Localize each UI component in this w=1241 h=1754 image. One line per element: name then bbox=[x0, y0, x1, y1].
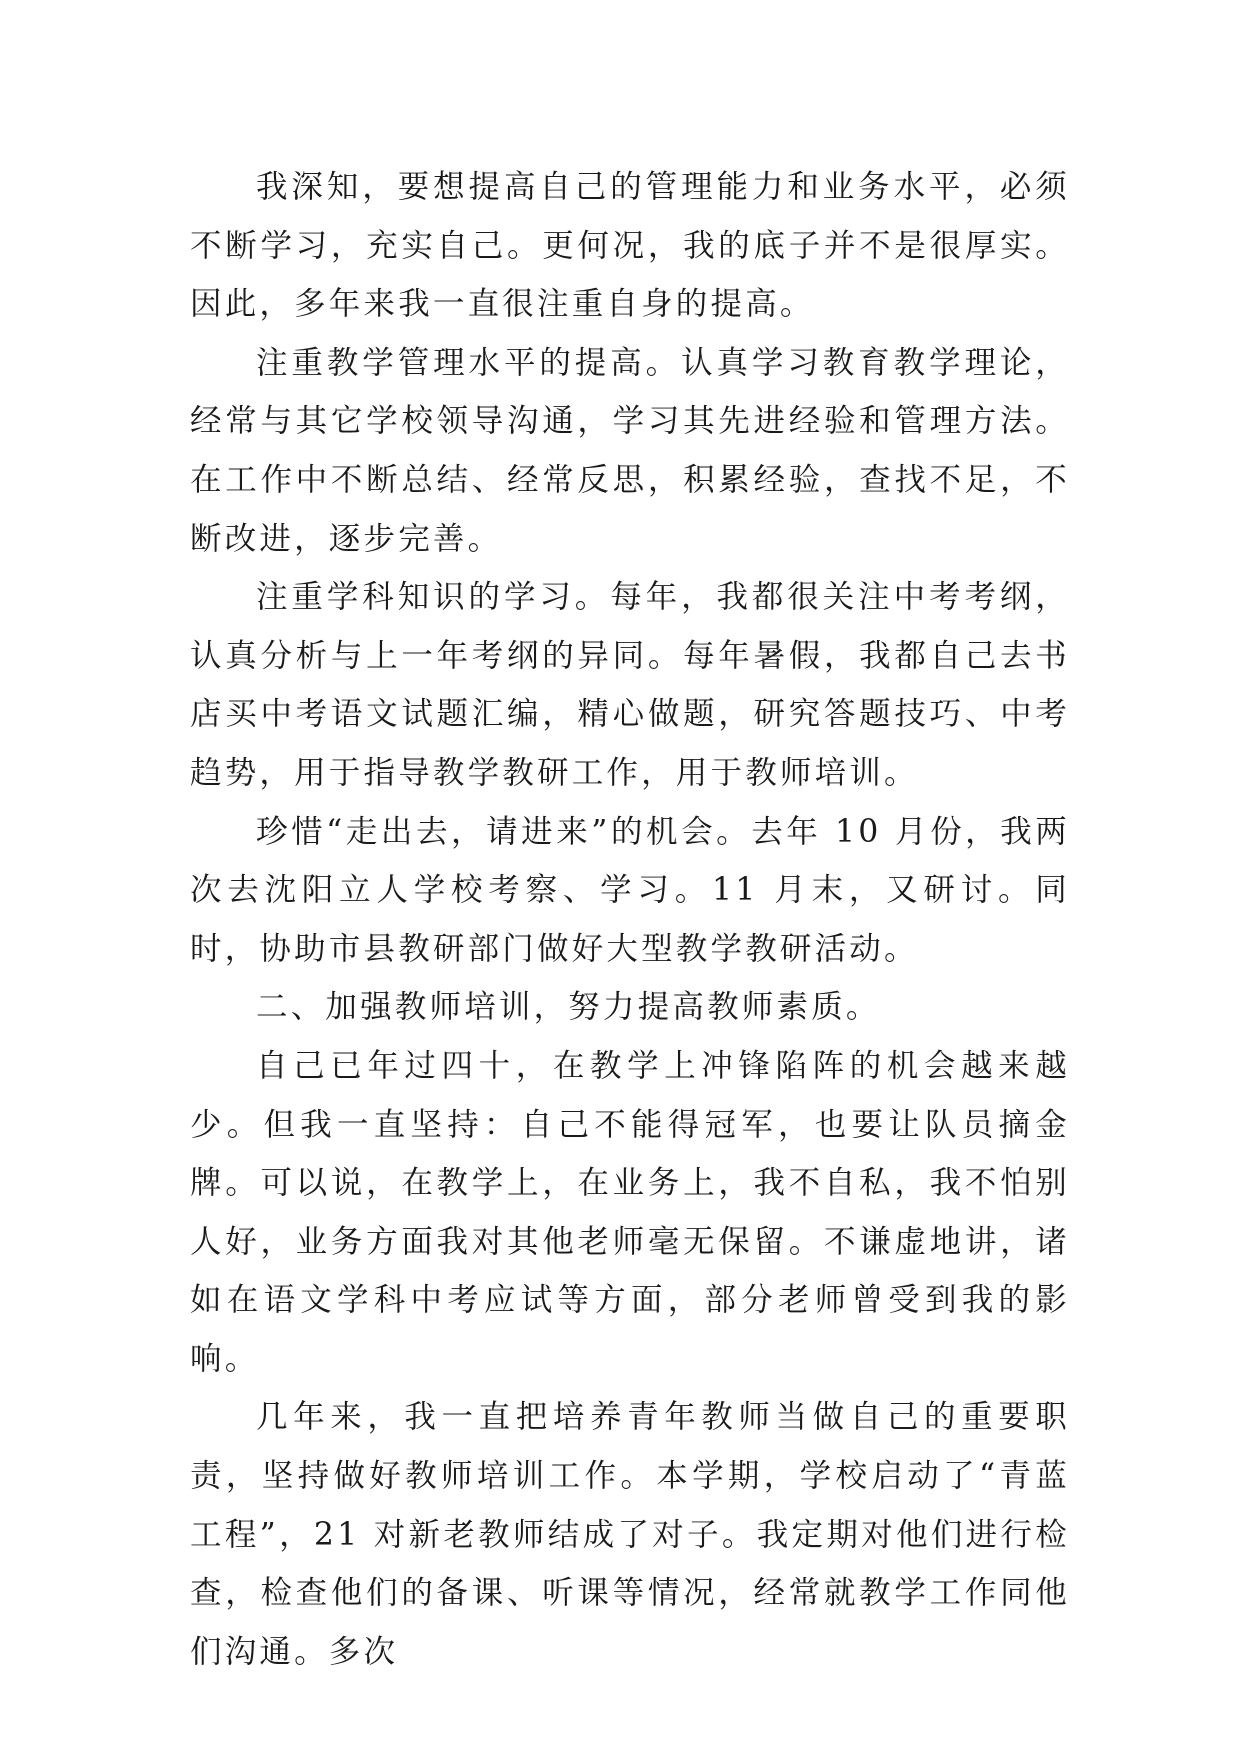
document-body bbox=[190, 158, 1070, 1681]
paragraph-young-teachers: 几年来，我一直把培养青年教师当做自己的重要职责，坚持做好教师培训工作。本学期，学校启动了“青蓝工程”，21 对新老教师结成了对子。我定期对他们进行检查，检查他们的备课、听课等情况，经常就教学工作同他们沟通。多次 bbox=[190, 1399, 1070, 1670]
paragraph-self-improvement: 我深知，要想提高自己的管理能力和业务水平，必须不断学习，充实自己。更何况，我的底子并不是很厚实。因此，多年来我一直很注重自身的提高。 bbox=[190, 169, 1070, 323]
paragraph-sharing-experience: 自己已年过四十，在教学上冲锋陷阵的机会越来越少。但我一直坚持：自己不能得冠军，也要让队员摘金牌。可以说，在教学上，在业务上，我不自私，我不怕别人好，业务方面我对其他老师毫无保留。不谦虚地讲，诸如在语文学科中考应试等方面，部分老师曾受到我的影响。 bbox=[190, 1047, 1070, 1377]
paragraph-teaching-management: 注重教学管理水平的提高。认真学习教育教学理论，经常与其它学校领导沟通，学习其先进经验和管理方法。在工作中不断总结、经常反思，积累经验，查找不足，不断改进，逐步完善。 bbox=[190, 344, 1070, 557]
section-heading-teacher-training: 二、加强教师培训，努力提高教师素质。 bbox=[256, 989, 881, 1026]
paragraph-subject-knowledge: 注重学科知识的学习。每年，我都很关注中考考纲，认真分析与上一年考纲的异同。每年暑假，我都自己去书店买中考语文试题汇编，精心做题，研究答题技巧、中考趋势，用于指导教学教研工作，用于教师培训。 bbox=[190, 579, 1070, 791]
paragraph-study-visits: 珍惜“走出去，请进来”的机会。去年 10 月份，我两次去沈阳立人学校考察、学习。11 月末，又研讨。同时，协助市县教研部门做好大型教学教研活动。 bbox=[190, 813, 1070, 967]
